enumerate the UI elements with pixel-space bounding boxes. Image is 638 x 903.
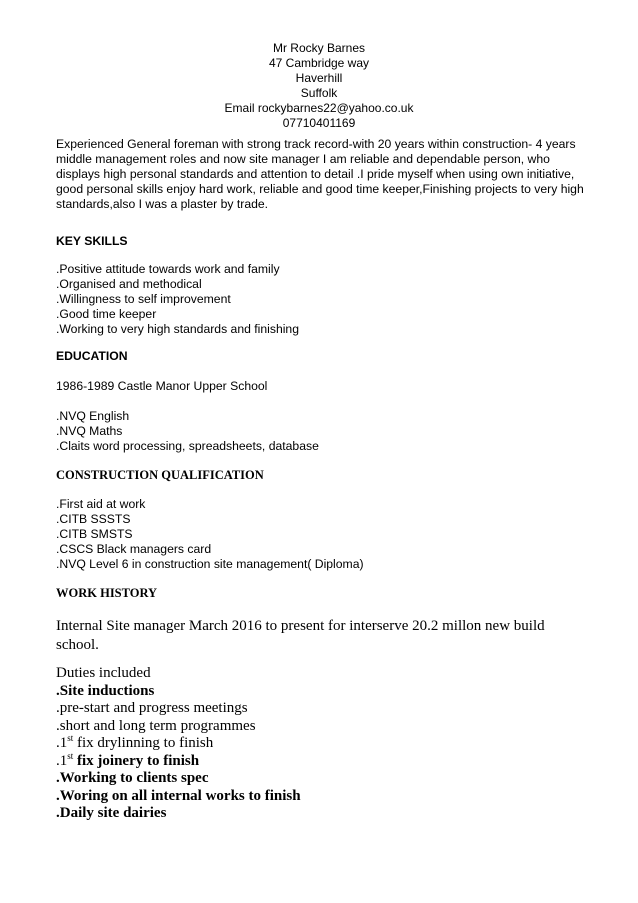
list-item: .Good time keeper bbox=[56, 307, 157, 321]
education-list bbox=[56, 409, 319, 454]
list-item: .pre-start and progress meetings bbox=[56, 700, 248, 716]
list-item: .Working to clients spec bbox=[56, 770, 209, 786]
item-text: fix drylinning to finish bbox=[73, 735, 214, 751]
school-entry: 1986-1989 Castle Manor Upper School bbox=[56, 379, 268, 393]
key-skills-heading: KEY SKILLS bbox=[56, 234, 128, 248]
list-item bbox=[56, 735, 301, 753]
list-item: .Positive attitude towards work and family bbox=[56, 262, 280, 276]
list-item: .Site inductions bbox=[56, 682, 155, 699]
list-item: .NVQ Level 6 in construction site management( Diploma) bbox=[56, 557, 364, 571]
education-heading: EDUCATION bbox=[56, 349, 128, 363]
duties-heading: Duties included bbox=[56, 665, 151, 681]
construction-list bbox=[56, 497, 364, 572]
contact-address: 47 Cambridge way bbox=[268, 56, 370, 70]
contact-email: Email rockybarnes22@yahoo.co.uk bbox=[224, 101, 414, 115]
item-prefix: .1 bbox=[56, 752, 68, 769]
profile-summary: Experienced General foreman with strong track record-with 20 years within construction- 4 years middle management roles and now site manager I am reliable and dependable person, who displays high personal standards and attention to detail .I pride myself when using own initiative, good personal skills enjoy hard work, reliable and good time keeper,Finishing projects to very high standards,also I was a plaster by trade. bbox=[56, 137, 584, 211]
contact-county: Suffolk bbox=[300, 86, 338, 100]
education-school bbox=[56, 379, 267, 394]
item-prefix: .1 bbox=[56, 735, 68, 751]
list-item: .Working to very high standards and finishing bbox=[56, 322, 299, 336]
ordinal-suffix: st bbox=[67, 750, 74, 761]
list-item: .CITB SMSTS bbox=[56, 527, 133, 541]
work-history-heading: WORK HISTORY bbox=[56, 586, 158, 600]
list-item: .Organised and methodical bbox=[56, 277, 202, 291]
contact-name: Mr Rocky Barnes bbox=[272, 41, 366, 55]
list-item: .Claits word processing, spreadsheets, database bbox=[56, 439, 319, 453]
job-entry: Internal Site manager March 2016 to present for interserve 20.2 millon new build school. bbox=[56, 618, 545, 653]
contact-town: Haverhill bbox=[295, 71, 343, 85]
list-item: .Daily site dairies bbox=[56, 805, 167, 821]
contact-header bbox=[0, 41, 638, 131]
list-item: .Woring on all internal works to finish bbox=[56, 787, 301, 804]
list-item bbox=[56, 750, 301, 771]
key-skills-list bbox=[56, 262, 299, 337]
list-item: .CITB SSSTS bbox=[56, 512, 131, 526]
list-item: .Willingness to self improvement bbox=[56, 292, 231, 306]
contact-phone: 07710401169 bbox=[282, 116, 356, 130]
item-text: fix joinery to finish bbox=[73, 752, 200, 769]
list-item: .short and long term programmes bbox=[56, 717, 256, 734]
construction-heading: CONSTRUCTION QUALIFICATION bbox=[56, 468, 264, 482]
duties-list bbox=[56, 665, 301, 823]
list-item: .NVQ English bbox=[56, 409, 130, 423]
list-item: .First aid at work bbox=[56, 497, 146, 511]
list-item: .CSCS Black managers card bbox=[56, 542, 212, 556]
list-item: .NVQ Maths bbox=[56, 424, 123, 438]
ordinal-suffix: st bbox=[67, 733, 74, 743]
